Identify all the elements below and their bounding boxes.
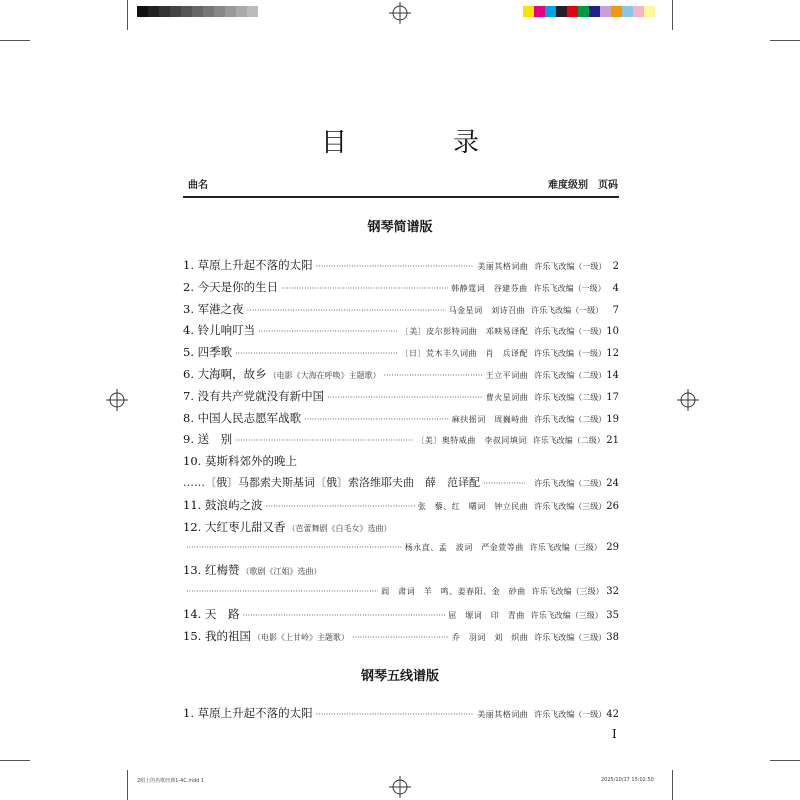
entry-level: 许乐飞改编（一级） [534, 349, 607, 359]
toc-entry[interactable] [183, 474, 619, 492]
color-swatch [644, 6, 655, 17]
toc-entry[interactable] [183, 627, 619, 645]
entry-page-number: 10 [606, 326, 619, 338]
entry-title: 11. 鼓浪屿之波 [183, 497, 263, 512]
entry-title: 2. 今天是你的生日 [183, 279, 279, 294]
registration-mark-icon [677, 389, 699, 411]
entry-page-number: 24 [606, 478, 619, 489]
toc-entry[interactable] [183, 256, 619, 274]
entry-credit: 张 藜、红 曙词 钟立民曲 [417, 501, 529, 511]
entry-page-number: 29 [606, 542, 619, 554]
registration-mark-icon [389, 776, 411, 798]
color-swatch [578, 6, 589, 17]
toc-entry[interactable] [183, 343, 619, 361]
column-header-level-page: 难度级别 页码 [548, 180, 618, 191]
entry-title: 1. 草原上升起不落的太阳 [183, 706, 313, 720]
entry-level: 许乐飞改编（一级） [534, 710, 607, 719]
entry-level: 许乐飞改编（二级） [534, 392, 607, 402]
entry-page-number: 14 [606, 370, 619, 381]
color-swatch [556, 6, 567, 17]
entry-credit: 屈 塬词 印 青曲 [448, 610, 525, 620]
entry-title: 10. 莫斯科郊外的晚上 [183, 454, 297, 469]
section-title: 钢琴简谱版 [367, 220, 433, 235]
leader-dots [186, 539, 402, 557]
entry-credit: 〔美〕皮尔彭特词曲 邓映易译配 [400, 327, 529, 337]
entry-credit: ……〔俄〕马都索夫斯基词〔俄〕索洛维耶夫曲 薛 范译配 [183, 476, 480, 489]
entry-title: 1. 草原上升起不落的太阳 [183, 258, 313, 272]
color-swatch [523, 6, 534, 17]
entry-title: 9. 送 别 [183, 432, 233, 447]
leader-dots [316, 258, 475, 274]
column-header-name: 曲名 [188, 180, 208, 191]
crop-mark [127, 770, 128, 800]
leader-dots [247, 302, 446, 318]
color-swatch [622, 6, 633, 17]
entry-note: （电影《大海在呼唤》主题歌） [268, 371, 381, 380]
entry-level: 许乐飞改编（一级） [534, 262, 607, 271]
entry-credit: 美丽其格词曲 [477, 262, 529, 271]
entry-page-number: 7 [612, 304, 619, 316]
leader-dots [483, 475, 525, 492]
registration-mark-icon [106, 389, 128, 411]
color-swatch [567, 6, 578, 17]
entry-title: 4. 铃儿响叮当 [183, 323, 256, 338]
entry-page-number: 32 [606, 586, 619, 597]
leader-dots [327, 389, 483, 405]
section-title: 钢琴五线谱版 [360, 669, 439, 684]
entry-level: 许乐飞改编（三级） [530, 610, 603, 620]
entry-title: 15. 我的祖国 [183, 628, 251, 643]
entry-level: 许乐飞改编（一级） [534, 327, 607, 337]
entry-page-number: 42 [606, 709, 619, 720]
color-swatch [545, 6, 556, 17]
entry-page-number: 4 [612, 282, 619, 294]
entry-credit: 美丽其格词曲 [477, 710, 529, 719]
color-swatch [611, 6, 622, 17]
color-swatch [600, 6, 611, 17]
leader-dots [235, 345, 397, 361]
entry-page-number: 2 [612, 261, 619, 272]
crop-mark [770, 760, 800, 761]
entry-title: 14. 天 路 [183, 606, 240, 621]
toc-entry[interactable] [183, 321, 619, 339]
toc-entry[interactable] [183, 387, 619, 405]
entry-credit: 曹火星词曲 [485, 392, 529, 402]
entry-title: 8. 中国人民志愿军战歌 [183, 410, 302, 425]
toc-entry[interactable] [183, 430, 619, 448]
entry-level: 许乐飞改编（一级） [533, 283, 606, 293]
entry-note: （电影《上甘岭》主题歌） [252, 632, 349, 642]
entry-title: 5. 四季歌 [183, 345, 233, 360]
entry-level: 许乐飞改编（三级） [529, 543, 602, 553]
page-folio: I [612, 727, 617, 741]
crop-mark [770, 40, 800, 41]
toc-entry[interactable] [183, 539, 619, 557]
toc-entry[interactable] [183, 365, 619, 383]
entry-page-number: 21 [606, 435, 619, 447]
gray-scale-bar [137, 6, 258, 17]
entry-level: 许乐飞改编（二级） [534, 371, 607, 380]
entry-page-number: 19 [606, 413, 619, 425]
slug-file-info: 2唱上的名歌经典1-4C.indd 1 [137, 778, 205, 784]
entry-level: 许乐飞改编（三级） [531, 587, 604, 596]
entry-credit: 〔美〕奥特威曲 李叔同填词 [416, 436, 527, 446]
crop-mark [672, 0, 673, 30]
entry-credit: 〔日〕荒木丰久词曲 肖 兵译配 [400, 349, 529, 359]
entry-title: 3. 军港之夜 [183, 301, 244, 316]
leader-dots [235, 432, 413, 448]
entry-credit: 阎 肃词 羊 鸣、姜春阳、金 砂曲 [381, 587, 526, 596]
color-calibration-bar [523, 6, 655, 17]
toc-entry[interactable] [183, 496, 619, 514]
entry-credit: 王立平词曲 [485, 371, 529, 380]
entry-title: 7. 没有共产党就没有新中国 [183, 388, 325, 403]
entry-credit: 马金星词 刘诗召曲 [448, 305, 526, 315]
entry-level: 许乐飞改编（一级） [531, 305, 604, 315]
crop-mark [127, 0, 128, 30]
toc-entry[interactable] [183, 300, 619, 318]
page-title: 目 录 [320, 128, 519, 158]
leader-dots [258, 323, 398, 339]
toc-entry[interactable] [183, 583, 619, 601]
leader-dots [281, 280, 448, 296]
entry-level: 许乐飞改编（三级） [534, 501, 607, 511]
toc-entry[interactable] [183, 518, 619, 536]
leader-dots [384, 367, 483, 383]
color-swatch [534, 6, 545, 17]
color-swatch [633, 6, 644, 17]
entry-page-number: 35 [606, 609, 619, 621]
toc-entry[interactable] [183, 704, 619, 722]
toc-entry[interactable] [183, 409, 619, 427]
entry-page-number: 12 [606, 348, 619, 360]
entry-credit: 麻扶摇词 周巍峙曲 [451, 414, 529, 424]
entry-page-number: 17 [606, 391, 619, 403]
color-swatch [589, 6, 600, 17]
leader-dots [316, 706, 475, 722]
entry-level: 许乐飞改编（三级） [534, 632, 607, 642]
leader-dots [304, 411, 449, 427]
entry-level: 许乐飞改编（二级） [534, 479, 607, 488]
entry-note: （芭蕾舞剧《白毛女》选曲） [287, 523, 392, 533]
entry-title: 13. 红梅赞 [183, 563, 240, 578]
entry-level: 许乐飞改编（二级） [532, 436, 605, 446]
leader-dots [186, 583, 378, 601]
toc-entry[interactable] [183, 278, 619, 296]
registration-mark-icon [389, 2, 411, 24]
crop-mark [672, 770, 673, 800]
slug-timestamp: 2025/10/17 15:02:50 [601, 777, 654, 783]
toc-entry[interactable] [183, 605, 619, 623]
entry-level: 许乐飞改编（二级） [534, 414, 607, 424]
entry-title: 12. 大红枣儿甜又香 [183, 519, 286, 534]
entry-page-number: 38 [606, 631, 619, 643]
entry-credit: 韩静霆词 谷建芬曲 [451, 283, 528, 293]
entry-credit: 乔 羽词 刘 炽曲 [451, 632, 529, 642]
toc-entry[interactable] [183, 452, 619, 470]
crop-mark [0, 760, 30, 761]
leader-dots [265, 498, 414, 514]
entry-note: （歌剧《江姐》选曲） [241, 567, 322, 577]
leader-dots [352, 629, 449, 645]
toc-entry[interactable] [183, 561, 619, 579]
header-rule [183, 196, 619, 198]
entry-page-number: 26 [606, 500, 619, 512]
leader-dots [242, 607, 445, 623]
entry-credit: 杨永直、孟 波词 严金萱等曲 [404, 543, 524, 553]
crop-mark [0, 40, 30, 41]
entry-title: 6. 大海啊，故乡 [183, 367, 267, 381]
